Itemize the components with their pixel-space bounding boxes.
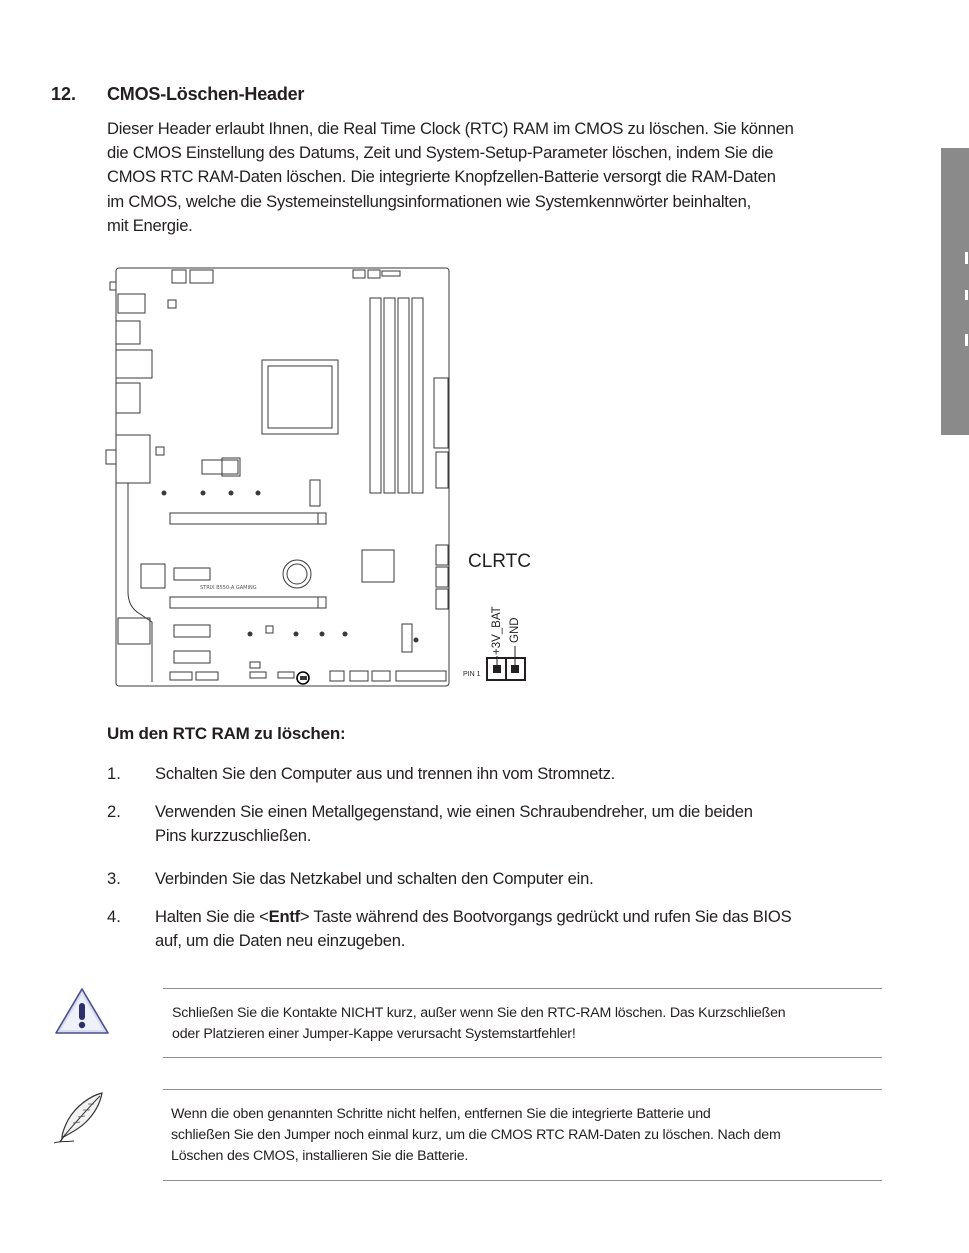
side-tab-mark bbox=[965, 290, 968, 300]
note-text bbox=[171, 1104, 871, 1167]
note-top-rule bbox=[163, 1089, 882, 1090]
pin1-marker-label: PIN 1 bbox=[463, 671, 481, 678]
section-title: CMOS-Löschen-Header bbox=[107, 84, 305, 104]
warning-text bbox=[172, 1003, 872, 1045]
procedure-heading: Um den RTC RAM zu löschen: bbox=[107, 724, 346, 743]
note-line: Wenn die oben genannten Schritte nicht helfen, entfernen Sie die integrierte Batterie und bbox=[171, 1106, 711, 1122]
warning-triangle-icon bbox=[53, 986, 111, 1036]
warning-bottom-rule bbox=[163, 1057, 882, 1058]
warning-line: oder Platzieren einer Jumper-Kappe verursacht Systemstartfehler! bbox=[172, 1026, 576, 1042]
side-tab-mark bbox=[965, 334, 968, 346]
step-text: Verbinden Sie das Netzkabel und schalten den Computer ein. bbox=[155, 869, 594, 888]
step-text bbox=[155, 905, 885, 953]
step-line: auf, um die Daten neu einzugeben. bbox=[155, 931, 406, 951]
step-number: 3. bbox=[107, 869, 121, 888]
note-line: schließen Sie den Jumper noch einmal kurz, um die CMOS RTC RAM-Daten zu löschen. Nach dem bbox=[171, 1127, 781, 1143]
step-number: 2. bbox=[107, 802, 121, 821]
intro-line: CMOS RTC RAM-Daten löschen. Die integrierte Knopfzellen-Batterie versorgt die RAM-Daten bbox=[107, 167, 776, 187]
step-text: Schalten Sie den Computer aus und trennen ihn vom Stromnetz. bbox=[155, 764, 616, 783]
board-outline bbox=[116, 268, 449, 686]
key-name: Entf bbox=[268, 907, 300, 926]
pin2-signal-label: GND bbox=[509, 617, 521, 643]
jumper-pin bbox=[511, 665, 519, 673]
board-model-label: STRIX B550-A GAMING bbox=[200, 585, 257, 591]
step-text-pre: Halten Sie die < bbox=[155, 907, 269, 926]
section-number: 12. bbox=[51, 84, 77, 104]
step-text-post: > Taste während des Bootvorgangs gedrückt und rufen Sie das BIOS bbox=[299, 907, 792, 926]
note-line: Löschen des CMOS, installieren Sie die Batterie. bbox=[171, 1148, 469, 1164]
warning-top-rule bbox=[163, 988, 882, 989]
clrtc-label: CLRTC bbox=[468, 551, 531, 572]
step-number: 4. bbox=[107, 907, 121, 926]
step-line: Pins kurzzuschließen. bbox=[155, 826, 312, 846]
warning-line: Schließen Sie die Kontakte NICHT kurz, außer wenn Sie den RTC-RAM löschen. Das Kurzschließen bbox=[172, 1005, 786, 1021]
intro-line: mit Energie. bbox=[107, 215, 193, 235]
note-bottom-rule bbox=[163, 1180, 882, 1181]
intro-paragraph bbox=[107, 117, 877, 238]
step-line: Verwenden Sie einen Metallgegenstand, wie einen Schraubendreher, um die beiden bbox=[155, 802, 753, 821]
step-text bbox=[155, 800, 885, 848]
clrtc-header-callout bbox=[460, 545, 550, 690]
side-tab-mark bbox=[965, 252, 968, 264]
intro-line: Dieser Header erlaubt Ihnen, die Real Time Clock (RTC) RAM im CMOS zu löschen. Sie können bbox=[107, 119, 794, 138]
chapter-side-tab bbox=[941, 148, 969, 435]
intro-line: die CMOS Einstellung des Datums, Zeit und System-Setup-Parameter löschen, indem Sie die bbox=[107, 143, 774, 163]
step-number: 1. bbox=[107, 764, 121, 783]
intro-line: im CMOS, welche die Systemeinstellungsinformationen wie Systemkennwörter beinhalten, bbox=[107, 191, 751, 211]
feather-pen-icon bbox=[50, 1090, 110, 1146]
jumper-pin bbox=[493, 665, 501, 673]
pin1-signal-label: +3V_BAT bbox=[491, 606, 503, 655]
